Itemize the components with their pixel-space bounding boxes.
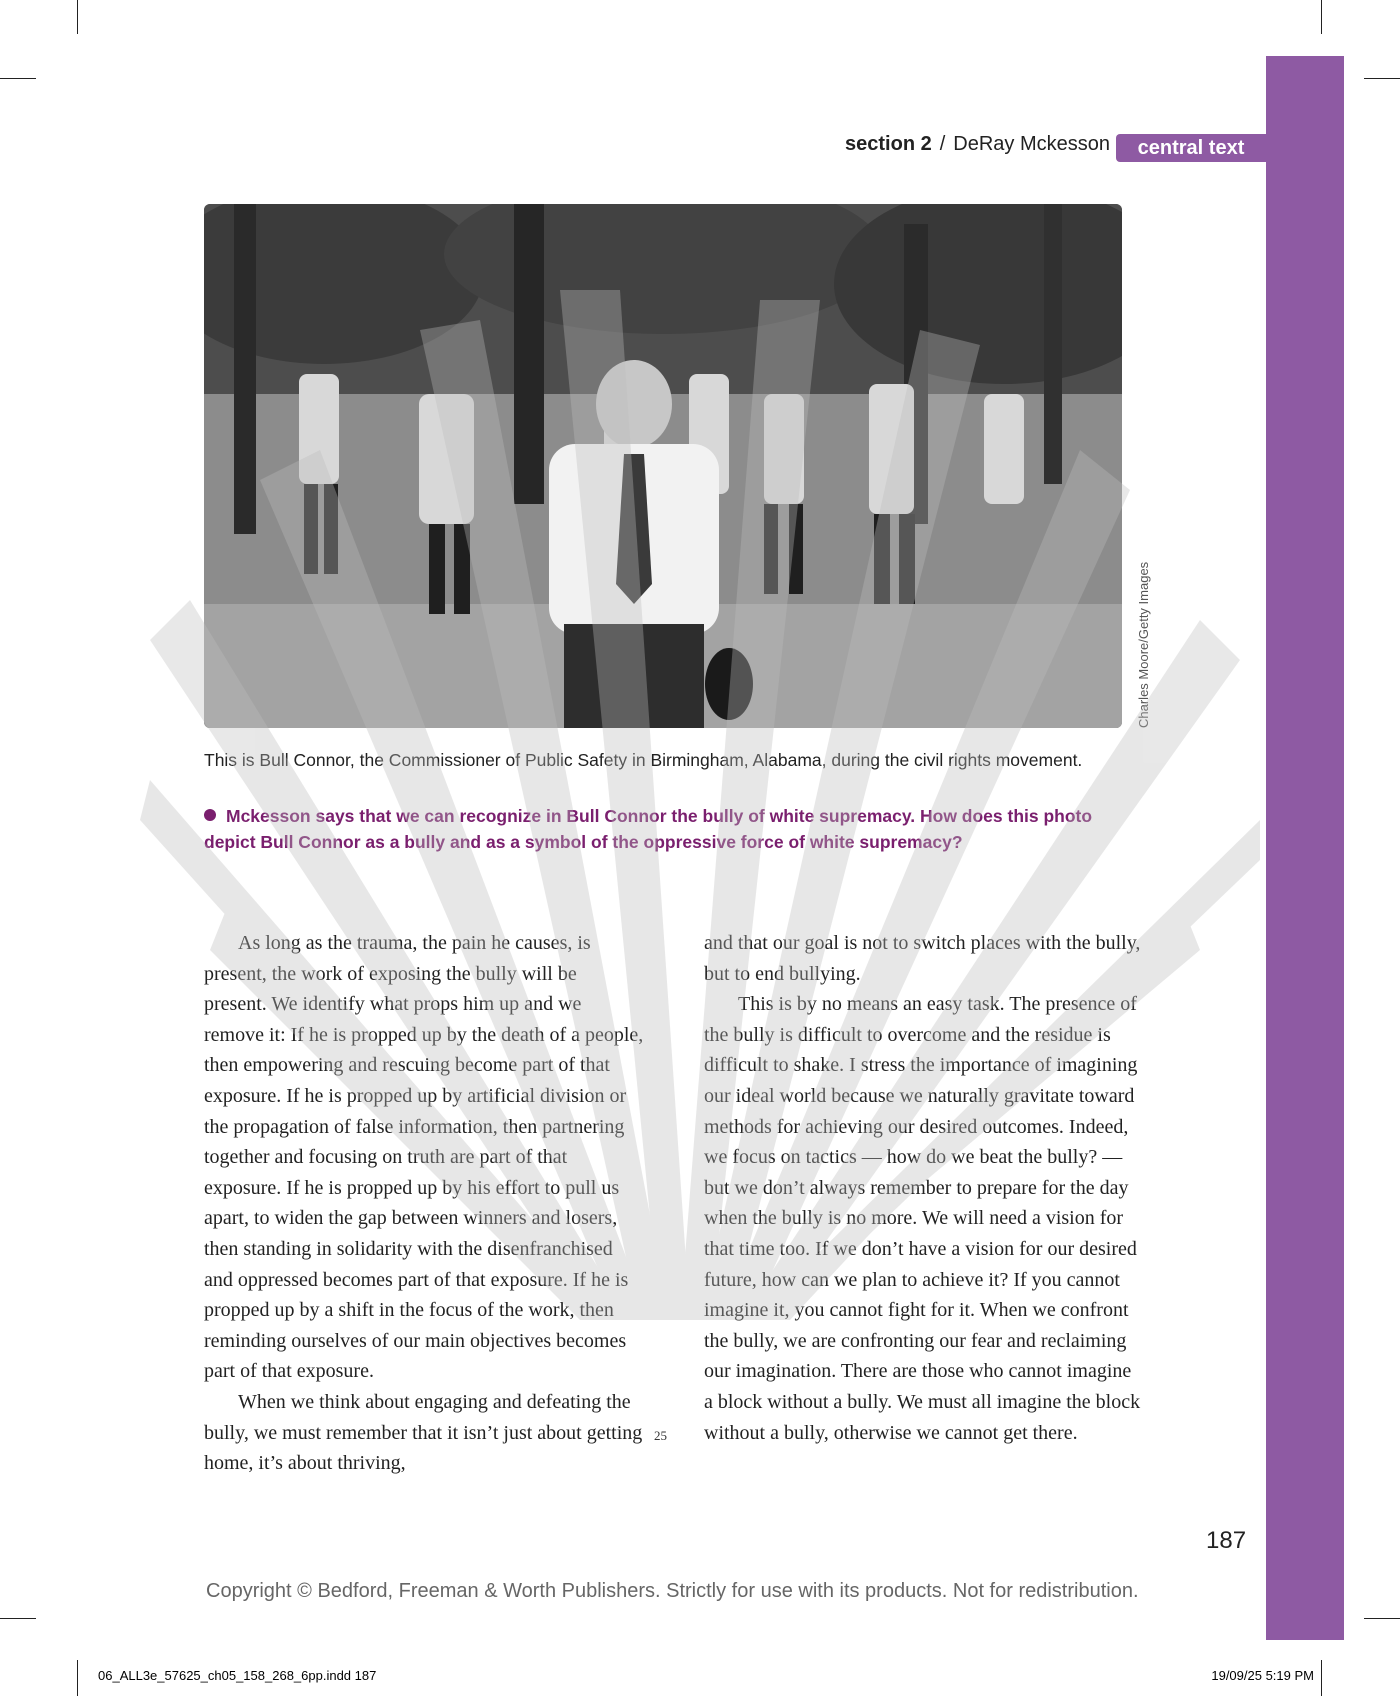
paragraph: and that our goal is not to switch places with the bully, but to end bullying. [704,932,1141,985]
bull-connor-photo [204,204,1122,728]
crop-mark [77,1660,78,1696]
bullet-icon [204,809,216,821]
crop-mark [0,1618,36,1619]
body-column-right [704,928,1144,1448]
section-label: section 2 [845,133,932,155]
crop-mark [77,0,78,34]
crop-mark [0,78,36,79]
author-name: DeRay Mckesson [953,133,1110,155]
date-slug: 19/09/25 5:19 PM [1211,1668,1314,1683]
paragraph: When we think about engaging and defeating the bully, we must remember that it isn’t just about getting home, it’s about thriving, [204,1390,643,1475]
crop-mark [1364,78,1400,79]
question-text: Mckesson says that we can recognize in Bull Connor the bully of white supremacy. How does this photo depict Bull Connor as a bully and as a symbol of the oppressive force of white supremacy? [204,806,1093,852]
discussion-question [204,803,1104,855]
crop-mark [1321,0,1322,34]
file-slug: 06_ALL3e_57625_ch05_158_268_6pp.indd 187 [98,1668,377,1683]
crop-mark [1364,1618,1400,1619]
central-text-tag: central text [1116,134,1266,162]
paragraph: This is by no means an easy task. The presence of the bully is difficult to overcome and the residue is difficult to shake. I stress the importance of imagining our ideal world because we naturally gravitate toward methods for achieving our desired outcomes. Indeed, we focus on tactics — how do we beat the bully? — but we don’t always remember to prepare for the day when the bully is no more. We will need a vision for that time too. If we don’t have a vision for our desired future, how can we plan to achieve it? If you cannot imagine it, you cannot fight for it. When we confront the bully, we are confronting our fear and reclaiming our imagination. There are those who cannot imagine a block without a bully. We must all imagine the block without a bully, otherwise we cannot get there. [704,993,1141,1444]
page-number: 187 [1206,1527,1247,1554]
copyright-notice: Copyright © Bedford, Freeman & Worth Publishers. Strictly for use with its products. Not for redistribution. [206,1580,1139,1602]
running-header [845,133,1110,156]
crop-mark [1321,1660,1322,1696]
line-number: 25 [654,1428,667,1443]
paragraph: As long as the trauma, the pain he causes, is present, the work of exposing the bully will be present. We identify what props him up and we remove it: If he is propped up by the death of a people, then empowering and rescuing become part of that exposure. If he is propped up by artificial division or the propagation of false information, then partnering together and focusing on truth are part of that exposure. If he is propped up by his effort to pull us apart, to widen the gap between winners and losers, then standing in solidarity with the disenfranchised and oppressed becomes part of that exposure. If he is propped up by a shift in the focus of the work, then reminding ourselves of our main objectives becomes part of that exposure. [204,932,644,1383]
side-color-band [1266,56,1344,1640]
photo-illustration [204,204,1122,728]
body-column-left [204,928,644,1479]
header-separator: / [939,133,946,155]
photo-caption: This is Bull Connor, the Commissioner of Public Safety in Birmingham, Alabama, during the civil rights movement. [204,750,1083,770]
photo-credit: Charles Moore/Getty Images [1136,561,1151,728]
